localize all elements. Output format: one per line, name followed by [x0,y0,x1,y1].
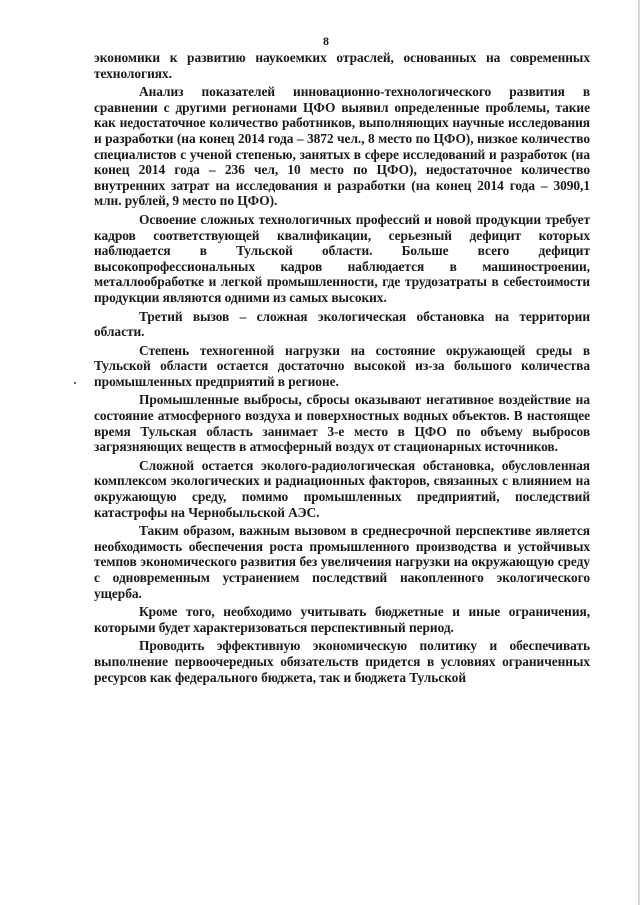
paragraph-conclusion: Таким образом, важным вызовом в среднесрочной перспективе является необходимость обеспечения роста промышленного производства и устойчивых темпов экономического развития без увеличения нагрузки на окружающую среду с одновременным устранением последствий накопленного экологического ущерба. [94,523,590,601]
page-number: 8 [323,34,329,48]
paragraph-innovation-analysis: Анализ показателей инновационно-технологического развития в сравнении с другими регионами ЦФО выявил определенные проблемы, такие как недостаточное количество работников, выполняющих научные исследования и разработки (на конец 2014 года – 3872 чел., 8 место по ЦФО), низкое количество специалистов с ученой степенью, занятых в сфере исследований и разработок (на конец 2014 года – 236 чел, 10 место по ЦФО), недостаточное количество внутренних затрат на исследования и разработки (на конец 2014 года – 3090,1 млн. рублей, 9 место по ЦФО). [94,84,590,209]
paragraph-economic-policy: Проводить эффективную экономическую политику и обеспечивать выполнение первоочередных обязательств придется в условиях ограниченных ресурсов как федерального бюджета, так и бюджета Тульской [94,638,590,685]
paragraph-industrial-emissions: Промышленные выбросы, сбросы оказывают негативное воздействие на состояние атмосферного воздуха и поверхностных водных объектов. В настоящее время Тульская область занимает 3-е место в ЦФО по объему выбросов загрязняющих веществ в атмосферный воздух от стационарных источников. [94,392,590,455]
paragraph-third-challenge: Третий вызов – сложная экологическая обстановка на территории области. [94,308,590,340]
document-body [94,50,590,688]
paragraph-continuation: экономики к развитию наукоемких отраслей, основанных на современных технологиях. [94,50,590,81]
paragraph-budget-constraints: Кроме того, необходимо учитывать бюджетные и иные ограничения, которыми будет характеризоваться перспективный период. [94,604,590,635]
scan-speck [74,382,76,384]
paragraph-radiological-situation: Сложной остается эколого-радиологическая обстановка, обусловленная комплексом экологических и радиационных факторов, связанных с влиянием на окружающую среду, помимо промышленных предприятий, последствий катастрофы на Чернобыльской АЭС. [94,457,590,520]
paragraph-personnel-shortage: Освоение сложных технологичных профессий и новой продукции требует кадров соответствующей квалификации, серьезный дефицит которых наблюдается в Тульской области. Больше всего дефицит высокопрофессиональных кадров наблюдается в машиностроении, металлообработке и легкой промышленности, где трудозатраты в себестоимости продукции являются одними из самых высоких. [94,211,590,305]
paragraph-technogenic-load: Степень техногенной нагрузки на состояние окружающей среды в Тульской области остается достаточно высокой из-за большого количества промышленных предприятий в регионе. [94,342,590,389]
